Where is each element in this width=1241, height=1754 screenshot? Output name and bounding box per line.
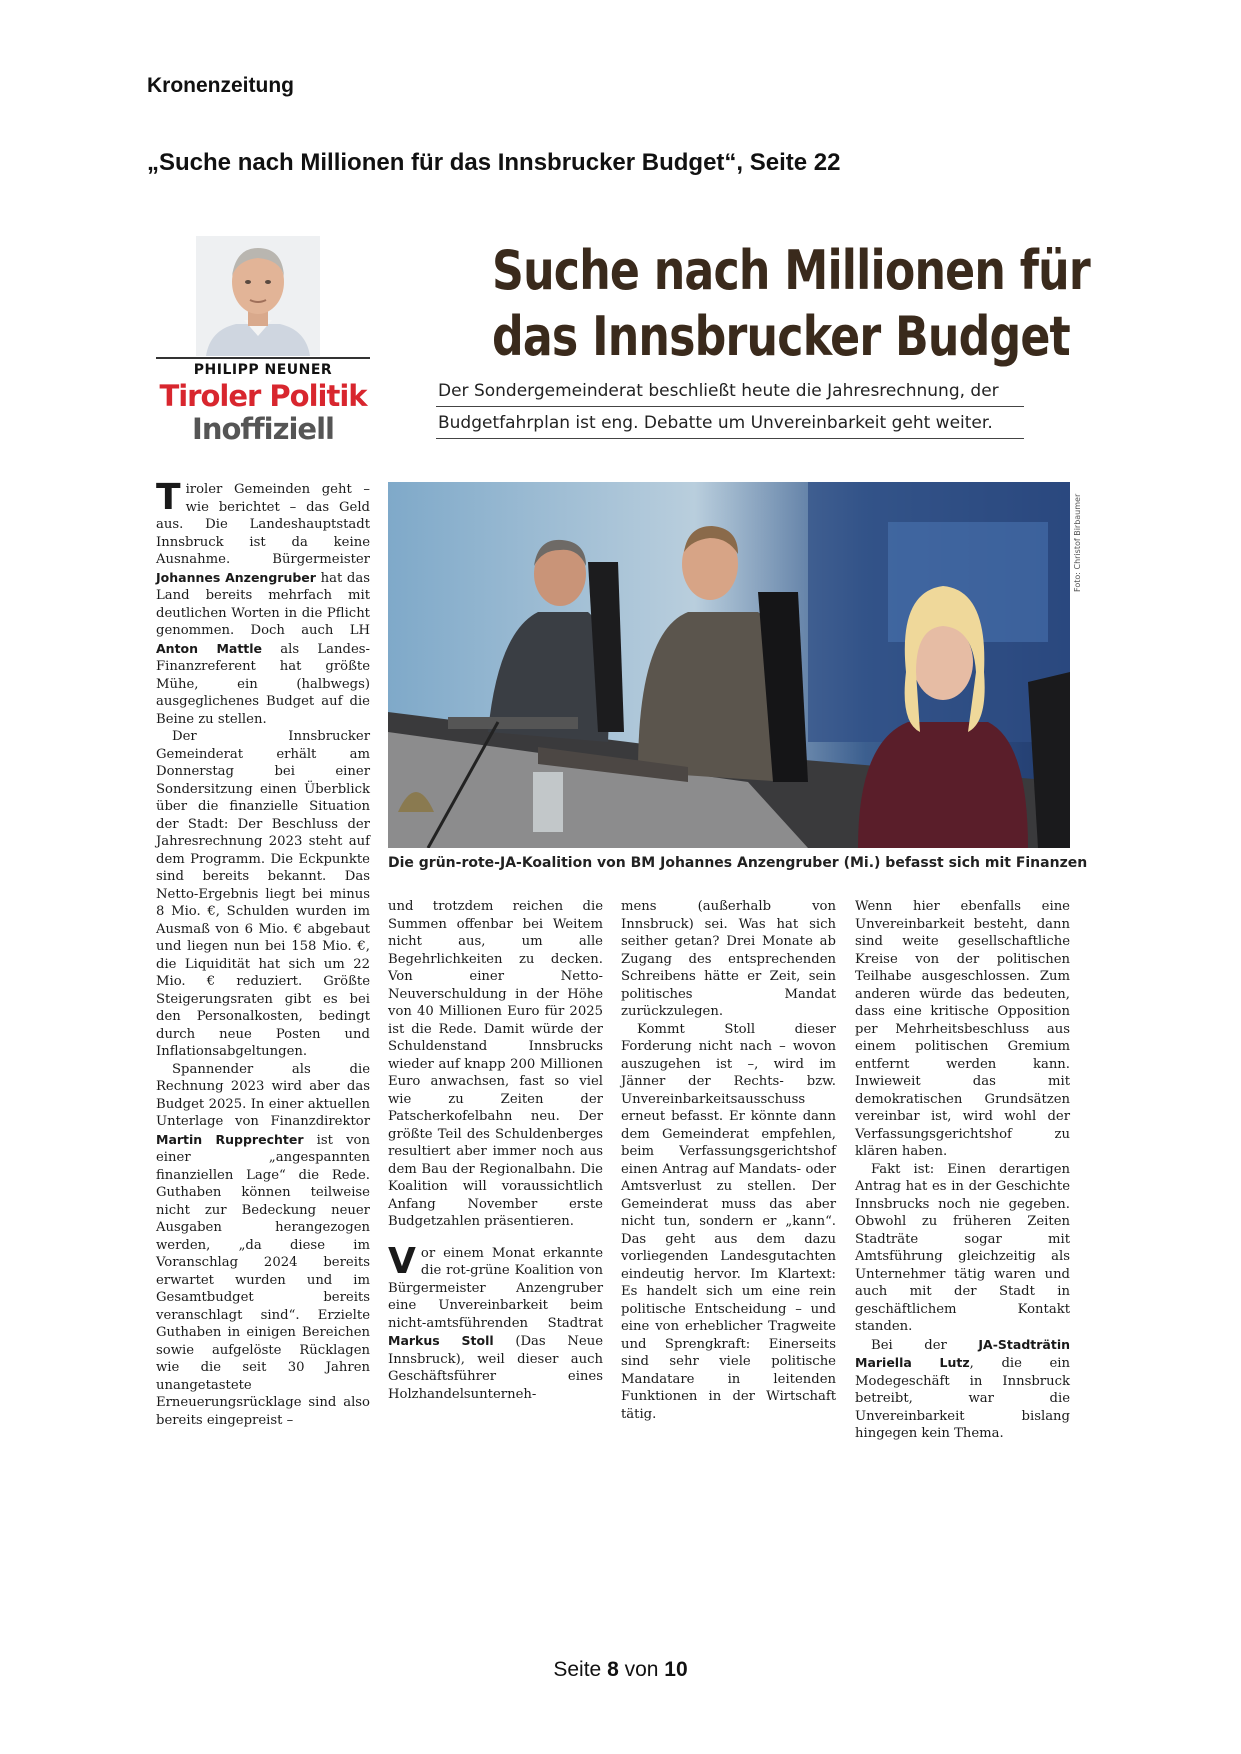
paragraph: Kommt Stoll dieser Forderung nicht nach – wovon auszugehen ist –, wird im Jänner der Rechts- bzw. Unvereinbarkeitsausschuss erneut befasst. Er könnte dann dem Gemeinderat empfehlen, beim Verfassungsgerichtshof einen Antrag auf Mandats- oder Amtsverlust zu stellen. Der Gemeinderat muss das aber nicht tun, sondern er „kann“. Das geht aus dem dazu vorliegenden Landesgutachten eindeutig hervor. Im Klartext: Es handelt sich um eine rein politische Entscheidung – und eine von erheblicher Tragweite und Sprengkraft: Einerseits sind sehr viele politische Mandatare in leitenden Funktionen in der Wirtschaft tätig.	[621, 1021, 836, 1422]
document-title: „Suche nach Millionen für das Innsbrucker Budget“, Seite 22	[147, 149, 841, 176]
author-divider	[156, 357, 370, 359]
footer-middle: von	[618, 1658, 665, 1681]
author-portrait	[196, 236, 320, 356]
article-column-3	[621, 898, 836, 1423]
paragraph: Bei der JA-Stadträtin Mariella Lutz, die ein Modegeschäft in Innsbruck betreibt, war die Unvereinbarkeit bislang hingegen kein Thema.	[855, 1336, 1070, 1441]
page-footer	[0, 1658, 1241, 1682]
headline-line1: Suche nach Millionen für	[492, 239, 1090, 302]
photo-caption: Die grün-rote-JA-Koalition von BM Johannes Anzengruber (Mi.) befasst sich mit Finanzen	[388, 855, 1088, 871]
article-headline	[492, 238, 1090, 370]
paragraph: Wenn hier ebenfalls eine Unvereinbarkeit besteht, dann sind weite gesellschaftliche Kreise von der politischen Teilhabe ausgeschlossen. Zum anderen würde das bedeuten, dass eine kritische Opposition per Mehrheitsbeschluss aus einem politischen Gremium entfernt werden kann. Inwieweit das mit demokratischen Grundsätzen vereinbar ist, wird wohl der Verfassungsgerichtshof zu klären haben.	[855, 899, 1070, 1159]
deck-line1: Der Sondergemeinderat beschließt heute die Jahresrechnung, der	[436, 378, 1024, 407]
article-column-4	[855, 898, 1070, 1443]
footer-prefix: Seite	[553, 1658, 608, 1681]
column-title	[156, 380, 370, 446]
column-title-line1: Tiroler Politik	[159, 379, 367, 413]
paragraph: Vor einem Monat erkannte die rot-grüne Koalition von Bürgermeister Anzengruber eine Unvereinbarkeit beim nicht-amtsführenden Stadtrat Markus Stoll (Das Neue Innsbruck), weil dieser auch Geschäftsführer eines Holzhandelsunterneh-	[388, 1240, 604, 1402]
paragraph: Spannender als die Rechnung 2023 wird aber das Budget 2025. In einer aktuellen Unterlage von Finanzdirektor Martin Rupprechter ist von einer „angespannten finanziellen Lage“ die Rede. Guthaben können teilweise nicht zur Bedeckung neuer Ausgaben herangezogen werden, „da diese im Voranschlag 2024 bereits erwartet wurden und im Gesamtbudget bereits veranschlagt sind“. Erzielte Guthaben in einigen Bereichen sowie aufgelöste Rücklagen wie die seit 30 Jahren unangetastete Erneuerungsrücklage sind also bereits eingepreist –	[156, 1061, 370, 1428]
article-column-2	[388, 898, 603, 1403]
paragraph: Fakt ist: Einen derartigen Antrag hat es in der Geschichte Innsbrucks noch nie gegeben. Obwohl zu früheren Zeiten Stadträte sogar mit Amtsführung gleichzeitig als Unternehmer tätig waren und auch mit der Stadt in geschäftlichem Kontakt standen.	[855, 1161, 1070, 1334]
paragraph: mens (außerhalb von Innsbruck) sei. Was hat sich seither getan? Drei Monate ab Zugang des entsprechenden Schreibens hätte er Zeit, sein politisches Mandat zurückzulegen.	[621, 899, 836, 1019]
deck-line2: Budgetfahrplan ist eng. Debatte um Unvereinbarkeit geht weiter.	[436, 410, 1024, 439]
paragraph: und trotzdem reichen die Summen offenbar bei Weitem nicht aus, um alle Begehrlichkeiten zu decken. Von einer Netto-Neuverschuldung in der Höhe von 40 Millionen Euro für 2025 ist die Rede. Damit würde der Schuldenstand Innsbrucks wieder auf knapp 200 Millionen Euro anwachsen, fast so viel wie zu Zeiten der Patscherkofelbahn neu. Der größte Teil des Schuldenberges resultiert aber immer noch aus dem Bau der Regionalbahn. Die Koalition will voraussichtlich Anfang November erste Budgetzahlen präsentieren.	[388, 899, 603, 1229]
paragraph: Der Innsbrucker Gemeinderat erhält am Donnerstag bei einer Sondersitzung einen Überblick über die finanzielle Situation der Stadt: Der Beschluss der Jahresrechnung 2023 steht auf dem Programm. Die Eckpunkte sind bereits bekannt. Das Netto-Ergebnis liegt bei minus 8 Mio. €, Schulden wurden im Ausmaß von 6 Mio. € abgebaut und liegen nun bei 158 Mio. €, die Liquidität hat sich um 22 Mio. € reduziert. Größte Steigerungsraten gibt es bei den Personalkosten, bedingt durch neue Posten und Inflationsabgeltungen.	[156, 729, 370, 1059]
article-column-1	[156, 477, 370, 1429]
photo-credit: Foto: Christof Birbaumer	[1073, 493, 1082, 592]
article-photo	[388, 482, 1070, 848]
author-name: PHILIPP NEUNER	[193, 362, 333, 378]
paragraph: Tiroler Gemeinden geht – wie berichtet – das Geld aus. Die Landeshauptstadt Innsbruck ist da keine Ausnahme. Bürgermeister Johannes Anzengruber hat das Land bereits mehrfach mit deutlichen Worten in die Pflicht genommen. Doch auch LH Anton Mattle als Landes-Finanzreferent hat größte Mühe, ein (halbwegs) ausgeglichenes Budget auf die Beine zu stellen.	[156, 477, 370, 727]
footer-page-total: 10	[664, 1658, 688, 1681]
drop-cap: V	[388, 1240, 416, 1282]
source-name: Kronenzeitung	[147, 74, 294, 97]
footer-page-number: 8	[607, 1658, 619, 1681]
column-title-line2: Inoffiziell	[192, 412, 334, 446]
headline-line2: das Innsbrucker Budget	[492, 305, 1070, 368]
drop-cap: T	[156, 477, 181, 518]
article-deck	[436, 378, 1024, 442]
